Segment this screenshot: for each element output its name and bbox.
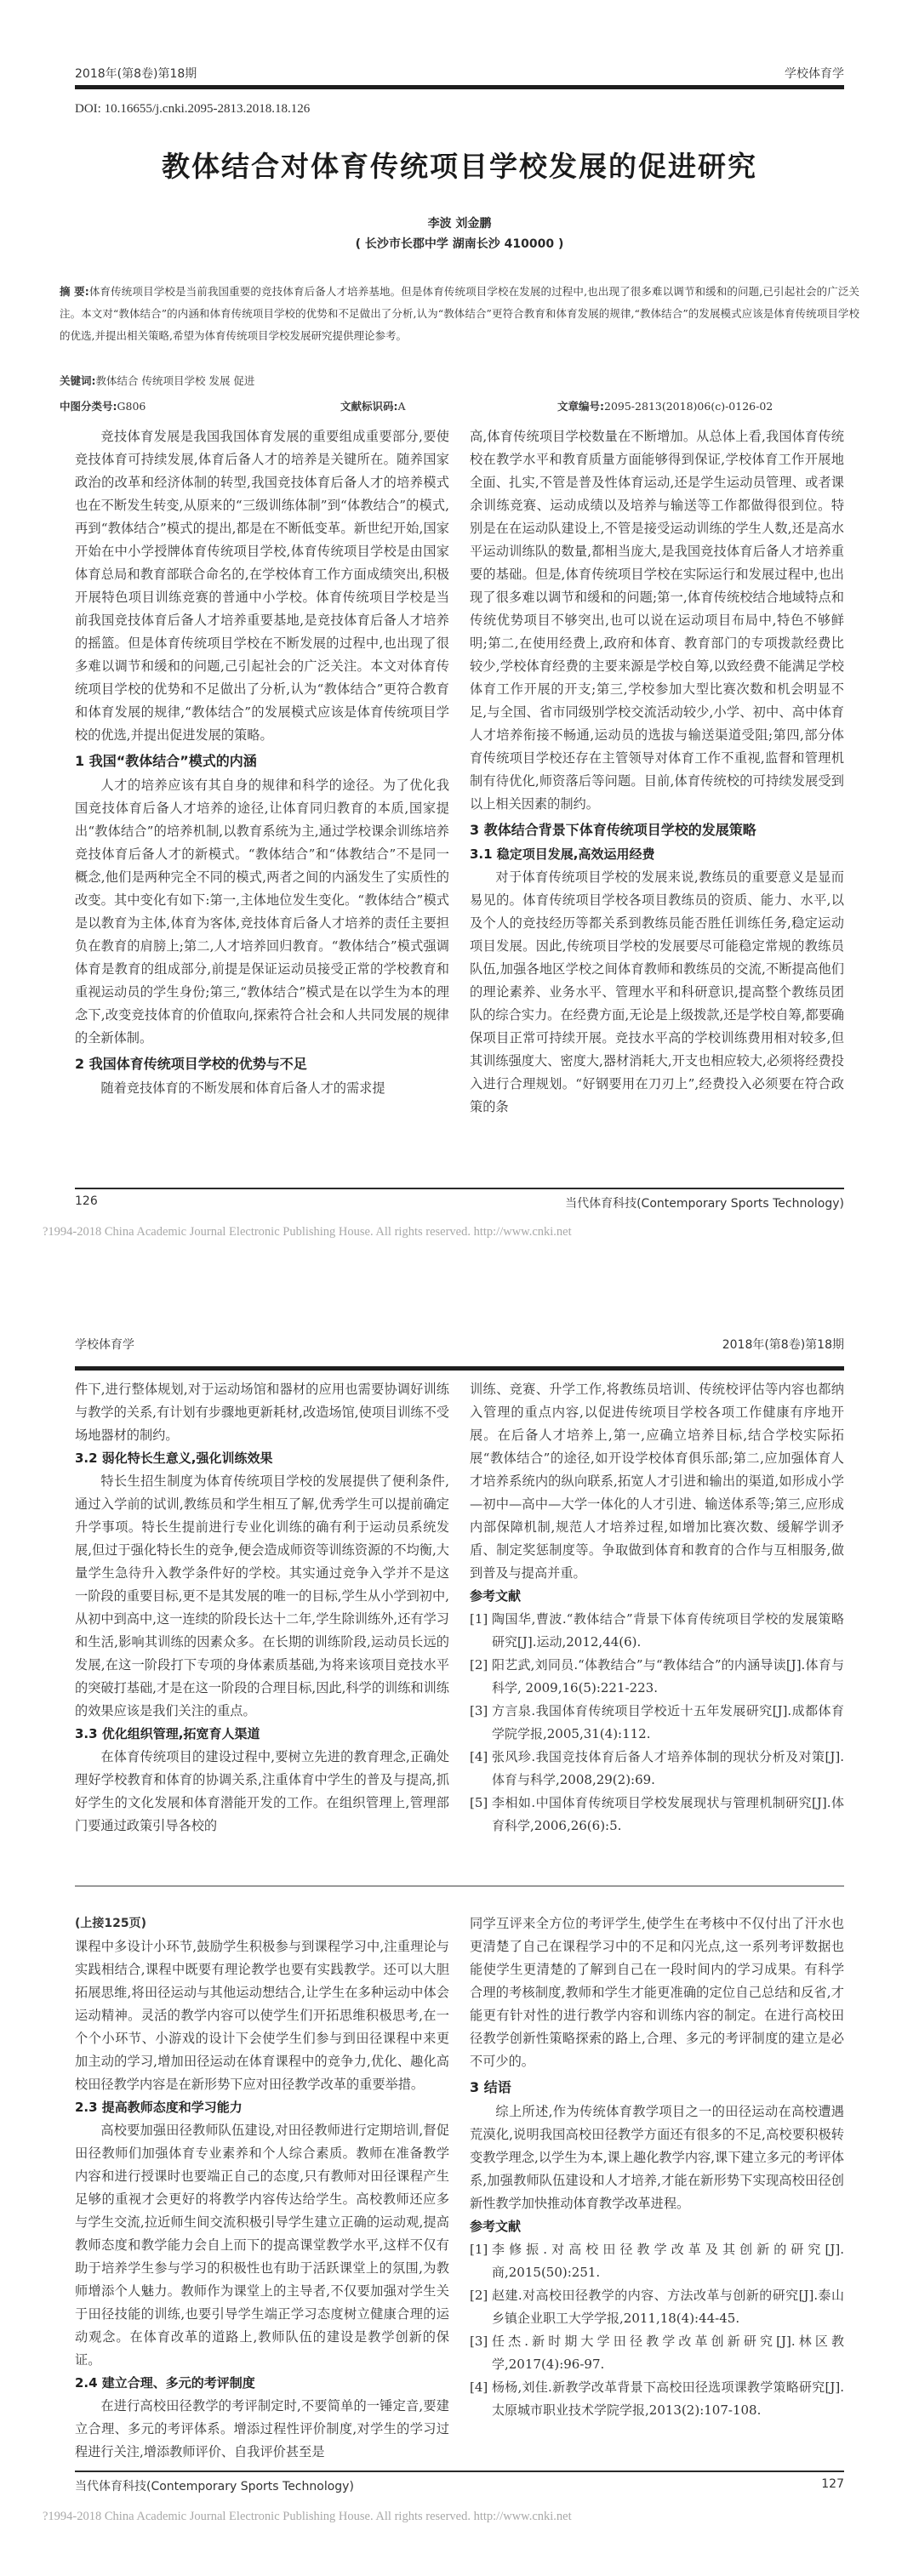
paragraph: 课程中多设计小环节,鼓励学生积极参与到课程学习中,注重理论与实践相结合,课程中既要有理论教学也要有实践教学。还可以大胆拓展思维,将田径运动与其他运动想结合,让学生在多种运动中体会运动精神。灵活的教学内容可以使学生们开拓思维积极思考,在一个个小环节、小游戏的设计下会使学生们参与到田径课程中来更加主动的学习,增加田径运动在体育课程中的竞争力,优化、趣化高校田径教学内容是在新形势下应对田径教学改革的重要举措。: [75, 1939, 449, 2092]
keywords: [60, 373, 859, 388]
reference-text: 陶国华,曹波.“教体结合”背景下体育传统项目学校的发展策略研究[J].运动,2012,44(6).: [492, 1611, 844, 1650]
running-header: [75, 1336, 844, 1353]
continued-from-note: (上接125页): [75, 1917, 147, 1930]
reference-text: 李修振.对高校田径教学改革及其创新的研究[J].商,2015(50):251.: [492, 2242, 844, 2280]
section-heading: 3 教体结合背景下体育传统项目学校的发展策略: [470, 822, 756, 838]
paragraph: 同学互评来全方位的考评学生,使学生在考核中不仅付出了汗水也更清楚了自己在课程学习中的不足和闪光点,这一系列考评数据也能使学生更清楚的了解到自己在一段时间内的学习成果。有科学合理的考核制度,教师和学生才能更准确的定位自己总结和反省,才能更有针对性的进行教学内容和训练内容的制定。在进行高校田径教学创新性策略探索的路上,合理、多元的考评制度的建立是必不可少的。: [470, 1916, 844, 2069]
paragraph: 随着竞技体育的不断发展和体育后备人才的需求提: [100, 1080, 385, 1096]
copyright-notice: ?1994-2018 China Academic Journal Electronic Publishing House. All rights reserved. http://www.cnki.net: [43, 1225, 572, 1239]
subsection-heading: 3.3 优化组织管理,拓宽育人渠道: [75, 1726, 260, 1741]
paragraph: 高校要加强田径教师队伍建设,对田径教师进行定期培训,督促田径教师们加强体育专业素养和个人综合素质。教师在准备教学内容和进行授课时也要端正自己的态度,只有教师对田径课程产生足够的重视才会更好的将教学内容传达给学生。高校教师还应多与学生交流,拉近师生间交流积极引导学生建立正确的运动观,提高教师态度和教学能力会自上而下的提高课堂教学水平,这样不仅有助于培养学生参与学习的积极性也有助于活跃课堂上的氛围,为教师增添个人魅力。教师作为课堂上的主导者,不仅要加强对学生关于田径技能的训练,也要引导学生端正学习态度树立健康合理的运动观念。在体育改革的道路上,教师队伍的建设是教学创新的保证。: [75, 2123, 449, 2368]
reference-text: 任杰.新时期大学田径教学改革创新研究[J].林区教学,2017(4):96-97.: [492, 2334, 844, 2372]
article-title: 教体结合对体育传统项目学校发展的促进研究: [162, 150, 757, 183]
subsection-heading: 参考文献: [470, 1588, 522, 1604]
reference-text: 李相如.中国体育传统项目学校发展现状与管理机制研究[J].体育科学,2006,26(6):5.: [492, 1795, 844, 1833]
reference-number: [1]: [470, 1611, 488, 1627]
reference-number: [2]: [470, 2288, 488, 2303]
reference-text: 方言泉.我国体育传统项目学校近十五年发展研究[J].成都体育学院学报,2005,31(4):112.: [492, 1703, 844, 1741]
reference-item: [470, 2376, 844, 2422]
copyright-notice: ?1994-2018 China Academic Journal Electronic Publishing House. All rights reserved. http://www.cnki.net: [43, 2510, 572, 2523]
issue-label: 2018年(第8卷)第18期: [722, 1338, 844, 1352]
issue-label: 2018年(第8卷)第18期: [75, 67, 197, 81]
column-right: [470, 425, 844, 1119]
keywords-text: 教体结合 传统项目学校 发展 促进: [95, 374, 255, 387]
paragraph: 在体育传统项目的建设过程中,要树立先进的教育理念,正确处理好学校教育和体育的协调关系,注重体育中学生的普及与提高,抓好学生的文化发展和体育潜能开发的工作。在组织管理上,管理部门要通过政策引导各校的: [75, 1749, 449, 1833]
column-lower-left: [75, 1912, 449, 2464]
section-heading: 2 我国体育传统项目学校的优势与不足: [75, 1056, 307, 1072]
reference-number: [2]: [470, 1657, 488, 1673]
keywords-label: 关键词:: [60, 374, 96, 387]
reference-item: [470, 1608, 844, 1654]
reference-item: [470, 2284, 844, 2330]
reference-item: [470, 2330, 844, 2376]
subsection-heading: 参考文献: [470, 2219, 522, 2234]
subsection-heading: 3.1 稳定项目发展,高效运用经费: [470, 846, 655, 862]
subsection-heading: 3.2 弱化特长生意义,强化训练效果: [75, 1450, 273, 1466]
section-label: 学校体育学: [785, 67, 844, 81]
journal-name: 当代体育科技(Contemporary Sports Technology): [75, 2480, 354, 2493]
column-upper-right: [470, 1378, 844, 1838]
reference-text: 杨杨,刘佳.新教学改革背景下高校田径选项课教学策略研究[J].太原城市职业技术学院学报,2013(2):107-108.: [492, 2379, 844, 2418]
paragraph: 在进行高校田径教学的考评制定时,不要简单的一锤定音,要建立合理、多元的考评体系。增添过程性评价制度,对学生的学习过程进行关注,增添教师评价、自我评价甚至是: [75, 2398, 449, 2459]
page-footer: [75, 2477, 844, 2494]
reference-number: [1]: [470, 2242, 488, 2257]
page-127: [0, 1293, 919, 2576]
paragraph: 竞技体育发展是我国我国体育发展的重要组成重要部分,要使竞技体育可持续发展,体育后备人才的培养是关键所在。随养国家政治的改革和经济体制的转型,我国竞技体育后备人才的培养模式也在不断发生转变,从原来的“三级训练体制”到“体教结合”的模式,再到“教体结合”模式的提出,都是在不断低变革。新世纪开始,国家开始在中小学授牌体育传统项目学校,体育传统项目学校是由国家体育总局和教育部联合命名的,在学校体育工作方面成绩突出,积极开展特色项目训练竞赛的普通中小学校。体育传统项目学校是当前我国竞技体育后备人才培养重要基地,是竞技体育后备人才培养的摇篮。但是体育传统项目学校在不断发展的过程中,也出现了很多难以调节和缓和的问题,己引起社会的广泛关注。本文对体育传统项目学校的优势和不足做出了分析,认为“教体结合”更符合教育和体育发展的规律,“教体结合”的发展模式应该是体育传统项目学校的优选,并提出促进发展的策略。: [75, 429, 449, 743]
reference-item: [470, 1792, 844, 1838]
doc-code-value: A: [397, 400, 406, 413]
reference-number: [3]: [470, 2334, 488, 2349]
article-no-label: 文章编号:: [557, 400, 604, 413]
paragraph: 高,体育传统项目学校数量在不断增加。从总体上看,我国体育传统校在教学水平和教育质量方面能够得到保证,学校体育工作开展地全面、扎实,不管是普及性体育运动,还是学生运动员管理、或者课余训练竞赛、运动成绩以及培养与输送等工作都做得很到位。特别是在在运动队建设上,不管是接受运动训练的学生人数,还是高水平运动训练队的数量,都相当庞大,是我国竞技体育后备人才培养重要的基础。但是,体育传统项目学校在实际运行和发展过程中,也出现了很多难以调节和缓和的问题;第一,体育传统校结合地域特点和传统优势项目不够突出,也可以说在运动项目布局中,特色不够鲜明;第二,在使用经费上,政府和体育、教育部门的专项拨款经费比较少,学校体育经费的主要来源是学校自筹,以致经费不能满足学校体育工作开展的开支;第三,学校参加大型比赛次数和机会明显不足,与全国、省市同级别学校交流活动较少,小学、初中、高中体育人才培养衔接不畅通,运动员的选拔与输送渠道受阻;第四,部分体育传统项目学校还存在主管领导对体育工作不重视,监督和管理机制有待优化,师资落后等问题。目前,体育传统校的可持续发展受到以上相关因素的制约。: [470, 429, 844, 812]
reference-number: [4]: [470, 1749, 488, 1764]
reference-item: [470, 2238, 844, 2284]
section-label: 学校体育学: [75, 1338, 134, 1352]
article-meta: [60, 398, 859, 413]
subsection-heading: 2.4 建立合理、多元的考评制度: [75, 2375, 255, 2391]
affiliation: ( 长沙市长郡中学 湖南长沙 410000 ): [355, 237, 564, 251]
paragraph: 综上所述,作为传统体育教学项目之一的田径运动在高校遭遇荒漠化,说明我国高校田径教学方面还有很多的不足,高校要积极转变教学理念,以学生为本,课上趣化教学内容,课下建立多元的考评体系,加强教师队伍建设和人才培养,才能在新形势下实现高校田径创新性教学加快推动体育教学改革进程。: [470, 2104, 844, 2211]
paragraph: 特长生招生制度为体育传统项目学校的发展提供了便利条件,通过入学前的试训,教练员和学生相互了解,优秀学生可以提前确定升学事项。特长生提前进行专业化训练的确有利于运动员系统发展,但过于强化特长生的竞争,便会造成师资等训练资源的不均衡,大量学生急待升入教学条件好的学校。其实通过竞争入学并不是这一阶段的重要目标,更不是其发展的唯一的目标,学生从小学到初中,从初中到高中,这一连续的阶段长达十二年,学生除训练外,还有学习和生活,影响其训练的因素众多。在长期的训练阶段,运动员长远的发展,在这一阶段打下专项的身体素质基础,为将来该项目竞技水平的突破打基础,才是在这一阶段的合理目标,因此,科学的训练和训练的效果应该是我们关注的重点。: [75, 1473, 449, 1718]
paragraph: 人才的培养应该有其自身的规律和科学的途径。为了优化我国竞技体育后备人才培养的途径,让体育同归教育的本质,国家提出“教体结合”的培养机制,以教育系统为主,通过学校课余训练培养竞技体育后备人才的新模式。“教体结合”和“体教结合”不是同一概念,他们是两种完全不同的模式,两者之间的内涵发生了实质性的改变。其中变化有如下:第一,主体地位发生变化。“教体结合”模式是以教育为主体,体育为客体,竞技体育后备人才培养的责任主要担负在教育的肩膀上;第二,人才培养回归教育。“教体结合”模式强调体育是教育的组成部分,前提是保证运动员接受正常的学校教育和重视运动员的学生身份;第三,“教体结合”模式是在以学生为本的理念下,改变竞技体育的价值取向,探索符合社会和人共同发展的规律的全新体制。: [75, 778, 449, 1046]
doi: DOI: 10.16655/j.cnki.2095-2813.2018.18.126: [75, 102, 311, 116]
section-heading: 1 我国“教体结合”模式的内涵: [75, 753, 257, 769]
header-rule: [75, 1366, 844, 1371]
reference-number: [3]: [470, 1703, 488, 1718]
section-heading: 3 结语: [470, 2079, 511, 2095]
reference-item: [470, 1700, 844, 1746]
article-no-value: 2095-2813(2018)06(c)-0126-02: [604, 400, 773, 413]
article-divider: [75, 1885, 844, 1887]
column-left: [75, 425, 449, 1100]
reference-text: 赵建.对高校田径教学的内容、方法改革与创新的研究[J].泰山乡镇企业职工大学学报,2011,18(4):44-45.: [492, 2288, 844, 2326]
reference-number: [4]: [470, 2379, 488, 2395]
footer-rule: [75, 1188, 844, 1189]
reference-number: [5]: [470, 1795, 488, 1810]
page-number: 127: [821, 2477, 844, 2491]
paragraph: 对于体育传统项目学校的发展来说,教练员的重要意义是显而易见的。体育传统项目学校各项目教练员的资质、能力、水平,以及个人的竞技经历等都关系到教练员能否胜任训练任务,稳定运动项目发展。因此,传统项目学校的发展要尽可能稳定常规的教练员队伍,加强各地区学校之间体育教师和教练员的交流,不断提高他们的理论素养、业务水平、管理水平和科研意识,提高整个教练员团队的综合实力。在经费方面,无论是上级拨款,还是学校自筹,都要确保项目正常可持续开展。竞技水平高的学校训练费用相对较多,但其训练强度大、密度大,器材消耗大,开支也相应较大,必须将经费投入进行合理规划。“好钢要用在刀刃上”,经费投入必须要在符合政策的条: [470, 869, 844, 1114]
footer-rule: [75, 2471, 844, 2472]
abstract: [60, 281, 859, 347]
running-header: [75, 65, 844, 82]
header-rule: [75, 85, 844, 89]
clc-value: G806: [117, 400, 146, 413]
clc-label: 中图分类号:: [60, 400, 117, 413]
paragraph: 训练、竞赛、升学工作,将教练员培训、传统校评估等内容也都纳入管理的重点内容,以促进传统项目学校各项工作健康有序地开展。在后备人才培养上,第一,应确立培养目标,结合学校实际拓展“教体结合”的途径,如开设学校体育俱乐部;第二,应加强体育人才培养系统内的纵向联系,拓宽人才引进和输出的渠道,如形成小学—初中—高中—大学一体化的人才引进、输送体系等;第三,应形成内部保障机制,规范人才培养过程,如增加比赛次数、缓解学训矛盾、制定奖惩制度等。争取做到体育和教育的合作与互相服务,做到普及与提高并重。: [470, 1382, 844, 1581]
column-upper-left: [75, 1378, 449, 1838]
paragraph: 件下,进行整体规划,对于运动场馆和器材的应用也需要协调好训练与教学的关系,有计划有步骤地更新耗材,改造场馆,使项目训练不受场地器材的制约。: [75, 1382, 449, 1443]
doc-code-label: 文献标识码:: [340, 400, 398, 413]
page-footer: [75, 1194, 844, 1211]
reference-item: [470, 1746, 844, 1792]
reference-text: 阳艺武,刘同员.“体教结合”与“教体结合”的内涵导读[J].体育与科学, 2009,16(5):221-223.: [492, 1657, 844, 1695]
reference-text: 张风珍.我国竞技体育后备人才培养体制的现状分析及对策[J].体育与科学,2008,29(2):69.: [492, 1749, 844, 1787]
abstract-label: 摘 要:: [60, 285, 89, 298]
subsection-heading: 2.3 提高教师态度和学习能力: [75, 2100, 243, 2115]
authors: 李波 刘金鹏: [427, 217, 492, 231]
abstract-text: 体育传统项目学校是当前我国重要的竞技体育后备人才培养基地。但是体育传统项目学校在发展的过程中,也出现了很多难以调节和缓和的问题,已引起社会的广泛关注。本文对“教体结合”的内涵和体育传统项目学校的优势和不足做出了分析,认为“教体结合”更符合教育和体育发展的规律,“教体结合”的发展模式应该是体育传统项目学校的优选,并提出相关策略,希望为体育传统项目学校发展研究提供理论参考。: [60, 285, 860, 342]
page-number: 126: [75, 1194, 98, 1208]
column-lower-right: [470, 1912, 844, 2422]
journal-name: 当代体育科技(Contemporary Sports Technology): [565, 1197, 844, 1211]
reference-item: [470, 1654, 844, 1700]
